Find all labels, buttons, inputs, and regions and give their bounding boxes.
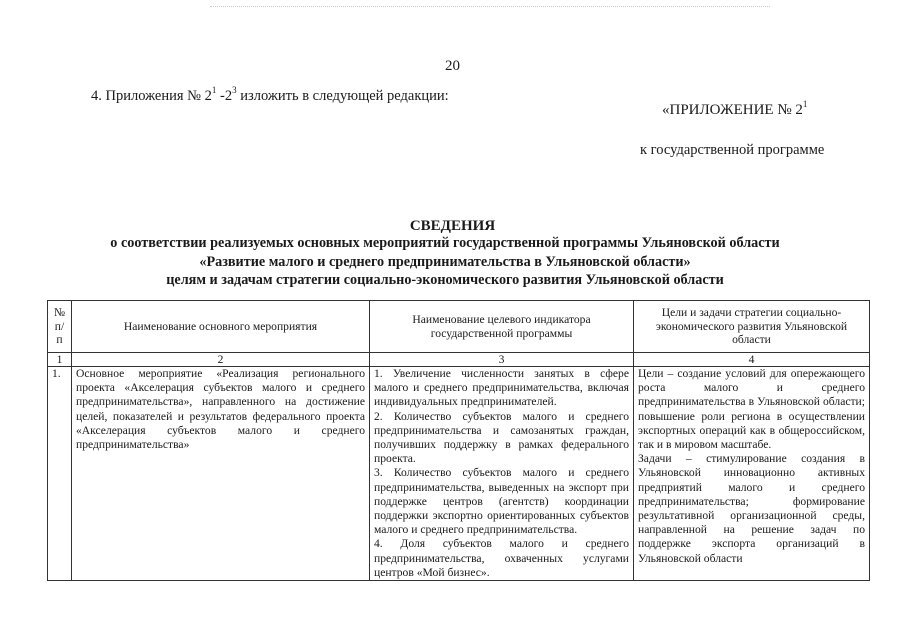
correspondence-table [47, 300, 870, 581]
scan-artifact-line [210, 6, 770, 7]
table-row [48, 367, 870, 581]
document-title: СВЕДЕНИЯ [409, 218, 496, 234]
instruction-suffix: изложить в следующей редакции: [236, 88, 449, 104]
indicator-item: 2. Количество субъектов малого и среднего предпринимательства и самозанятых граждан, получивших поддержку в рамках федерального проекта. [374, 409, 629, 466]
appendix-title-text: «ПРИЛОЖЕНИЕ № 2 [662, 102, 803, 118]
column-number: 2 [72, 353, 370, 367]
goals-text: Цели – создание условий для опережающего роста малого и среднего предпринимательства в Ульяновской области; повышение роли региона в осуществлении экспортных операций как в общероссийском, так и в мировом масштабе. [638, 367, 865, 452]
column-number: 1 [48, 353, 72, 367]
appendix-title [662, 99, 808, 119]
instruction-sup-a: 1 [211, 85, 217, 96]
indicator-item: 3. Количество субъектов малого и среднего предпринимательства, выведенных на экспорт при поддержке центров (агентств) координации поддержки экспортно ориентированных субъектов малого и среднего предпринимательства. [374, 466, 629, 537]
instruction-dash: -2 [216, 88, 233, 104]
instruction-prefix: 4. Приложения № 2 [91, 88, 212, 104]
goals-cell [634, 367, 870, 581]
appendix-title-sup: 1 [802, 99, 808, 109]
subtitle-line-2: «Развитие малого и среднего предпринимательства в Ульяновской области» [199, 253, 691, 270]
appendix-subtitle: к государственной программе [640, 142, 825, 158]
document-subtitle [80, 234, 810, 290]
header-number: № п/п [48, 301, 72, 353]
indicator-item: 4. Доля субъектов малого и среднего предпринимательства, охваченных услугами центров «Мой бизнес». [374, 537, 629, 579]
subtitle-line-1: о соответствии реализуемых основных мероприятий государственной программы Ульяновской области [110, 235, 780, 251]
subtitle-line-3: целям и задачам стратегии социально-экономического развития Ульяновской области [166, 272, 724, 288]
page-number: 20 [445, 58, 460, 74]
table-column-numbers-row [48, 353, 870, 367]
indicator-item: 1. Увеличение численности занятых в сфере малого и среднего предпринимательства, включая индивидуальных предпринимателей. [374, 367, 629, 409]
row-number: 1. [48, 367, 72, 581]
header-indicator: Наименование целевого индикатора государственной программы [370, 301, 634, 353]
header-measure: Наименование основного мероприятия [72, 301, 370, 353]
table-header-row [48, 301, 870, 353]
instruction-sup-b: 3 [232, 85, 237, 96]
amendment-instruction [91, 85, 449, 105]
column-number: 3 [370, 353, 634, 367]
tasks-text: Задачи – стимулирование создания в Ульяновской инновационно активных предприятий малого и среднего предпринимательства; формирование результативной организационной среды, направленной на решение задач по поддержке экспорта организаций в Ульяновской области [638, 452, 865, 565]
column-number: 4 [634, 353, 870, 367]
indicator-cell [370, 367, 634, 581]
measure-cell: Основное мероприятие «Реализация регионального проекта «Акселерация субъектов малого и среднего предпринимательства», направленного на достижение целей, показателей и результатов федерального проекта «Акселерация субъектов малого и среднего предпринимательства» [72, 367, 370, 581]
header-goals: Цели и задачи стратегии социально-экономического развития Ульяновской области [634, 301, 870, 353]
